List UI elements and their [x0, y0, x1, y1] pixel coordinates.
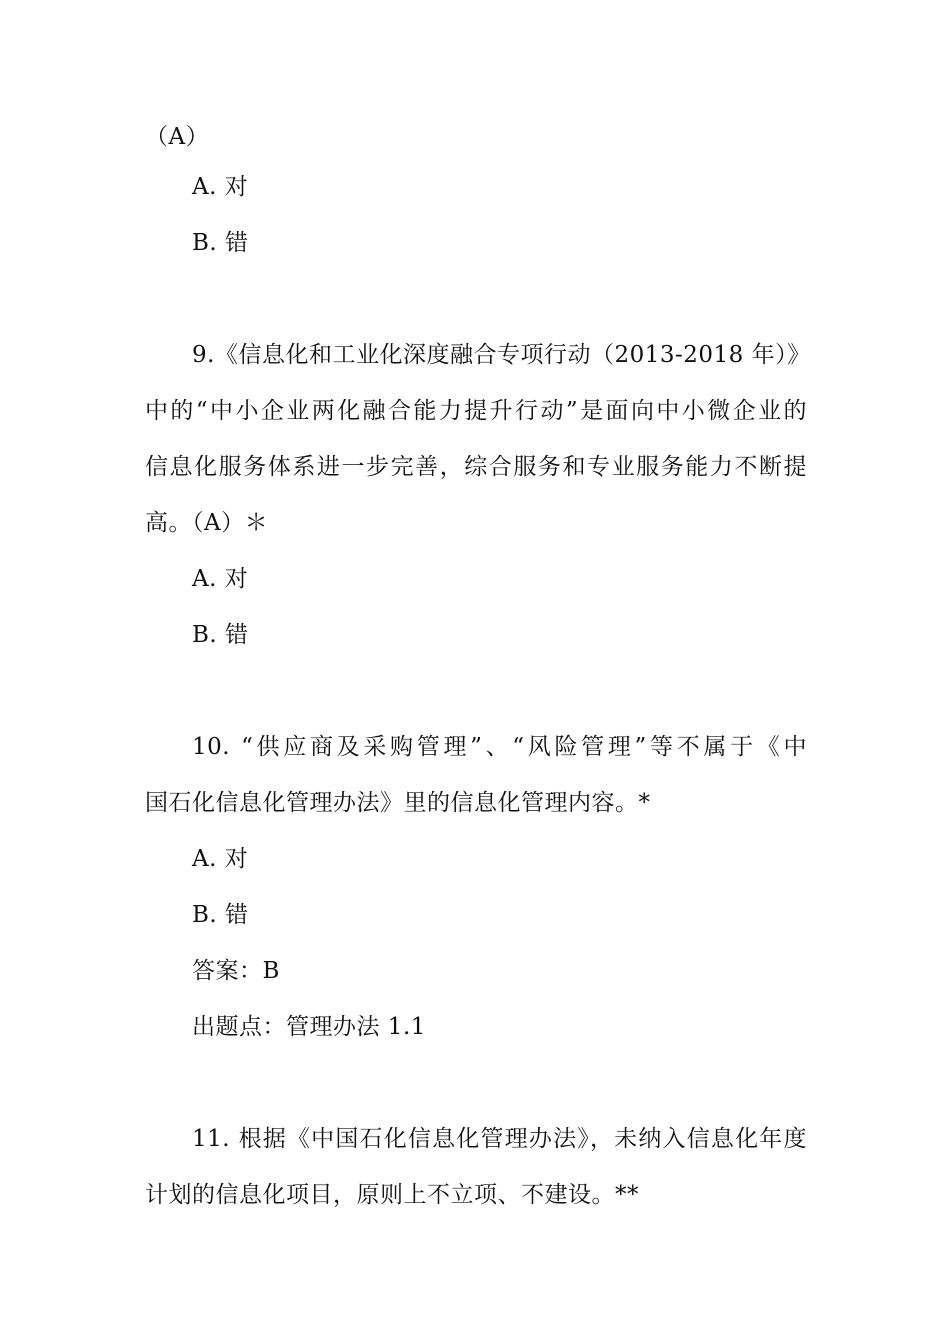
q10-line-2: 国石化信息化管理办法》里的信息化管理内容。*: [145, 790, 651, 816]
q9-option-a: A. 对: [192, 566, 249, 592]
q10-line-1: 10. “供应商及采购管理”、“风险管理”等不属于《中: [192, 734, 807, 760]
q9-option-b: B. 错: [192, 622, 249, 648]
q10-answer: 答案：B: [192, 958, 280, 984]
q9-line-3: 信息化服务体系进一步完善，综合服务和专业服务能力不断提: [145, 454, 807, 480]
q10-option-a: A. 对: [192, 846, 249, 872]
q8-option-b: B. 错: [192, 230, 249, 256]
q9-line-1: 9.《信息化和工业化深度融合专项行动（2013-2018 年）》: [192, 342, 811, 368]
q8-answer-mark: （A）: [145, 124, 210, 150]
q9-line-4: 高。（A）＊: [145, 510, 269, 536]
q10-source: 出题点：管理办法 1.1: [192, 1014, 426, 1040]
q8-option-a: A. 对: [192, 174, 249, 200]
q10-option-b: B. 错: [192, 902, 249, 928]
q9-line-2: 中的“中小企业两化融合能力提升行动”是面向中小微企业的: [145, 398, 807, 424]
q11-line-2: 计划的信息化项目，原则上不立项、不建设。**: [145, 1182, 639, 1208]
q11-line-1: 11. 根据《中国石化信息化管理办法》，未纳入信息化年度: [192, 1126, 807, 1152]
